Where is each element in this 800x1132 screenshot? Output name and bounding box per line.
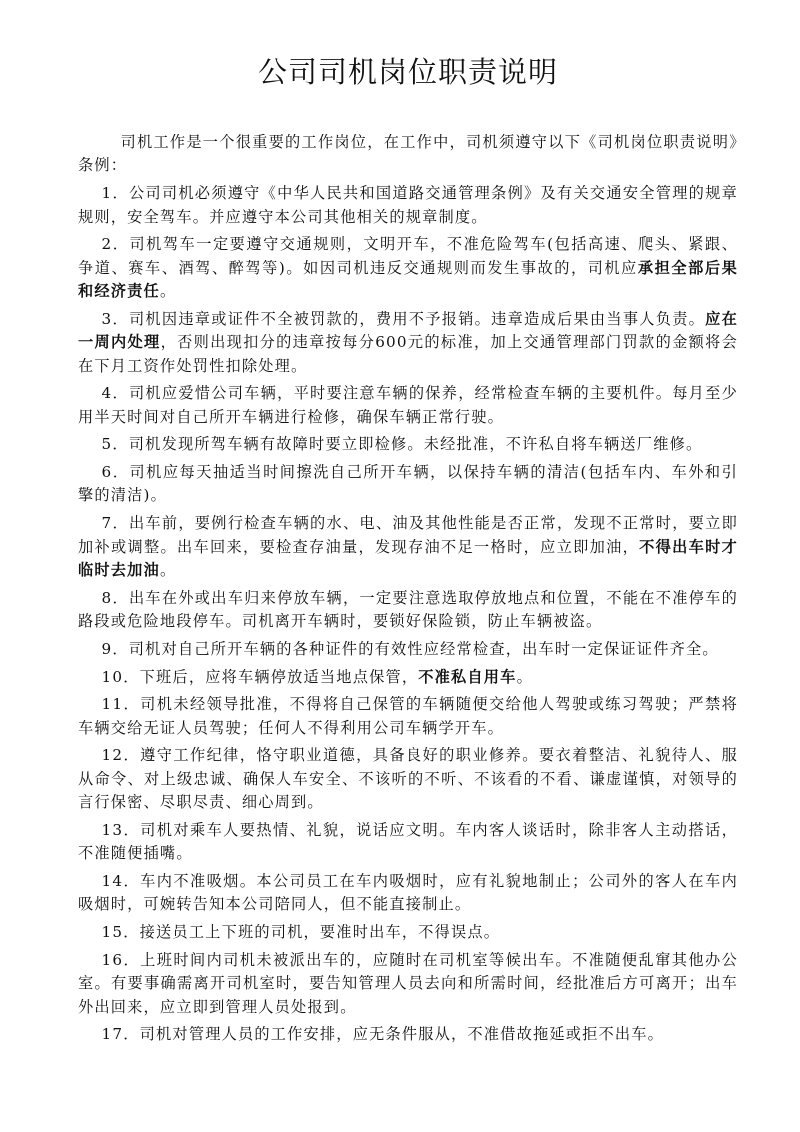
duty-item-text: 8．出车在外或出车归来停放车辆，一定要注意选取停放地点和位置，不能在不准停车的路段或危险地段停车。司机离开车辆时，要锁好保险锁，防止车辆被盗。 [78, 588, 738, 631]
duty-item-text-end: ，否则出现扣分的违章按每分600元的标准，加上交通管理部门罚款的金额将会在下月工资作处罚性扣除处理。 [78, 333, 738, 375]
duty-item-text: 1．公司司机必须遵守《中华人民共和国道路交通管理条例》及有关交通安全管理的规章规则，安全驾车。并应遵守本公司其他相关的规章制度。 [78, 184, 738, 226]
duty-item-text: 4．司机应爱惜公司车辆，平时要注意车辆的保养，经常检查车辆的主要机件。每月至少用半天时间对自己所开车辆进行检修，确保车辆正常行驶。 [78, 384, 738, 426]
intro-paragraph: 司机工作是一个很重要的工作岗位，在工作中，司机须遵守以下《司机岗位职责说明》条例： [78, 133, 738, 175]
duty-item [78, 744, 738, 814]
duty-item-text: 10．下班后，应将车辆停放适当地点保管， [101, 667, 419, 686]
duty-item-text: 16．上班时间内司机未被派出车的，应随时在司机室等候出车。不准随便乱窜其他办公室。有要事确需离开司机室时，要告知管理人员去向和所需时间，经批准后方可离开；出车外出回来，应立即到管理人员处报到。 [78, 950, 738, 1016]
duty-item [78, 819, 738, 866]
duty-item [78, 382, 738, 429]
duty-item-emphasis: 不得出车时才临时去加油 [78, 537, 738, 579]
duty-item [78, 693, 738, 740]
duty-item [78, 666, 738, 689]
duty-item [78, 638, 738, 661]
duty-item-emphasis: 承担全部后果和经济责任 [78, 258, 738, 301]
duty-item-emphasis: 应在一周内处理 [78, 309, 738, 352]
duty-item-text-end: 。 [159, 560, 177, 579]
duty-item-text: 3．司机因违章或证件不全被罚款的，费用不予报销。违章造成后果由当事人负责。 [101, 309, 706, 328]
duty-item-text: 7．出车前，要例行检查车辆的水、电、油及其他性能是否正常，发现不正常时，要立即加补或调整。出车回来，要检查存油量，发现存油不足一格时，应立即加油， [78, 514, 738, 556]
duty-item-text: 17．司机对管理人员的工作安排，应无条件服从，不准借故拖延或拒不出车。 [101, 1025, 665, 1044]
duty-item [78, 233, 738, 303]
duty-item-emphasis: 不准私自用车 [418, 667, 517, 686]
duty-item-text: 15．接送员工上下班的司机，要准时出车，不得误点。 [101, 923, 501, 942]
duty-item [78, 182, 738, 229]
duty-item [78, 433, 738, 456]
duty-item-text-end: 。 [516, 667, 533, 686]
duty-item-text: 13．司机对乘车人要热情、礼貌，说话应文明。车内客人谈话时，除非客人主动搭话，不准随便插嘴。 [78, 820, 738, 863]
duty-item-text: 12．遵守工作纪律，恪守职业道德，具备良好的职业修养。要衣着整洁、礼貌待人、服从命令、对上级忠诚、确保人车安全、不该听的不听、不该看的不看、谦虚谨慎，对领导的言行保密、尽职尽责、细心周到。 [78, 746, 738, 812]
duty-item [78, 949, 738, 1019]
duty-item-text: 5．司机发现所驾车辆有故障时要立即检修。未经批准，不许私自将车辆送厂维修。 [101, 435, 703, 454]
duty-item [78, 512, 738, 582]
duty-item [78, 1023, 738, 1046]
duty-item-text-end: 。 [159, 282, 177, 301]
duty-item [78, 461, 738, 508]
duty-item-text: 9．司机对自己所开车辆的各种证件的有效性应经常检查，出车时一定保证证件齐全。 [101, 639, 719, 658]
duty-list [78, 182, 738, 1047]
document-title: 公司司机岗位职责说明 [257, 55, 558, 89]
duty-item-text: 14．车内不准吸烟。本公司员工在车内吸烟时，应有礼貌地制止；公司外的客人在车内吸烟时，可婉转告知本公司陪同人，但不能直接制止。 [78, 871, 738, 914]
duty-item [78, 921, 738, 944]
duty-item-text: 11．司机未经领导批准，不得将自己保管的车辆随便交给他人驾驶或练习驾驶；严禁将车辆交给无证人员驾驶；任何人不得利用公司车辆学开车。 [78, 695, 738, 737]
duty-item [78, 587, 738, 634]
duty-item [78, 870, 738, 917]
duty-item [78, 308, 738, 378]
duty-item-text: 6．司机应每天抽适当时间擦洗自己所开车辆，以保持车辆的清洁(包括车内、车外和引擎的清洁)。 [78, 463, 738, 505]
duty-item-text: 2．司机驾车一定要遵守交通规则，文明开车，不准危险驾车(包括高速、爬头、紧跟、争道、赛车、酒驾、醉驾等)。如因司机违反交通规则而发生事故的，司机应 [78, 235, 738, 277]
